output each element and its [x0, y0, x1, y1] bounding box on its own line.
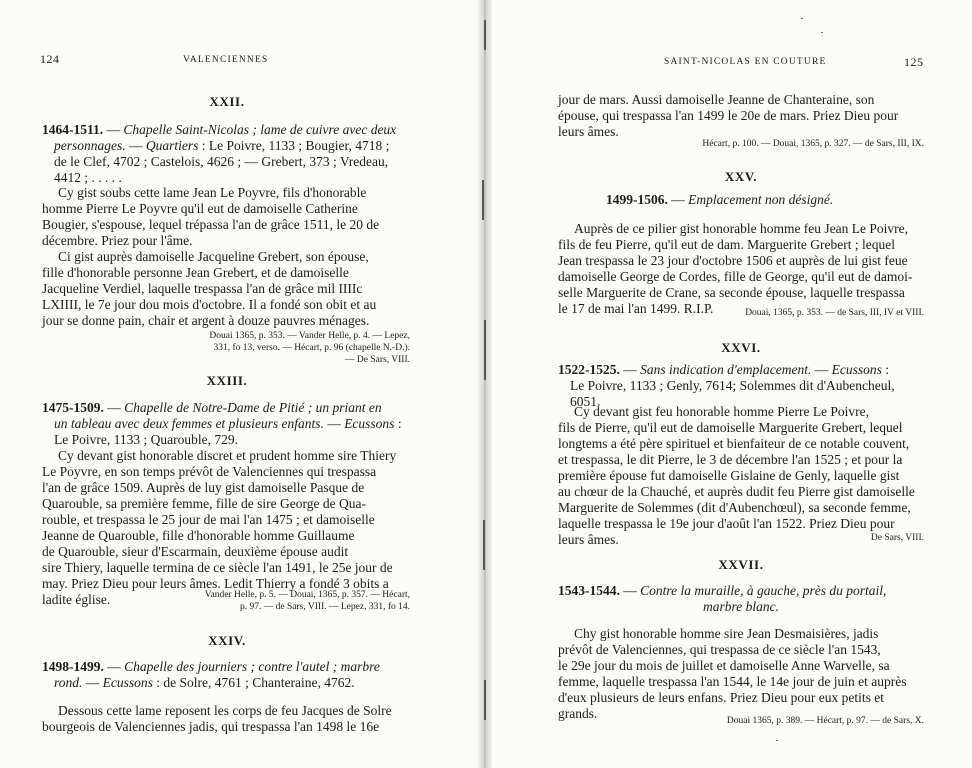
entry-heading: 1464-1511. — Chapelle Saint-Nicolas ; lame de cuivre avec deux personnages. — Quartiers : Le Poivre, 1133 ; Bougier, 4718 ; de le Clef, 4702 ; Castelois, 4626 ; — Grebert, 373 ; Vredeau, 4412 ; . . . . . [42, 122, 397, 185]
entry-text: Chy gist honorable homme sire Jean Desmaisières, jadis prévôt de Valenciennes, qui trespassa de ce siècle l'an 1543, le 29e jour du mois de juillet et damoiselle Anne Warvelle, sa femme, laquelle trespassa l'an 1544, le 14e jour de juin et auprès d'eux plusieurs de leurs enfans. Priez Dieu pour eux petits et grands. [558, 626, 907, 721]
source-note: Douai 1365, p. 389. — Hécart, p. 97. — de Sars, X. [726, 716, 924, 726]
running-head: SAINT-NICOLAS EN COUTURE [664, 57, 827, 67]
section-xxv [558, 169, 924, 185]
section-xxvi [558, 340, 924, 356]
entry-text: Cy devant gist honorable discret et prudent homme sire Thiery Le Poyvre, en son temps prévôt de Valenciennes qui trespassa l'an de grâce 1509. Auprès de luy gist damoiselle Pasque de Quarouble, sa première femme, fille de sire George de Qua- rouble, et trespassa le 25 jour de mai l'an 1475 ; et damoiselle Jeanne de Quarouble, fille d'honorable homme Guillaume de Quarouble, sieur d'Escarmain, deuxième épouse audit sire Thiery, laquelle termina de ce siècle l'an 1491, le 25e jour de may. Priez Dieu pour leurs âmes. Ledit Thierry a fondé 3 obits a ladite église. [42, 448, 397, 607]
right-page [486, 0, 972, 768]
entry-text: Auprès de ce pilier gist honorable homme feu Jean Le Poivre, fils de feu Pierre, qu'il eut de dam. Marguerite Grebert ; lequel Jean trespassa le 23 jour d'octobre 1506 et auprès de lui gist feue damoiselle George de Cordes, fille de George, qu'il eut de damoi- selle Marguerite de Crane, sa seconde épouse, laquelle trespassa le 17 de mai l'an 1499. R.I.P. [558, 221, 913, 316]
entry-heading: 1543-1544. — Contre la muraille, à gauche, près du portail, marbre blanc. [558, 583, 887, 614]
running-head: VALENCIENNES [183, 55, 269, 65]
section-number: XXVII. [718, 557, 764, 572]
entry-text: Cy gist soubs cette lame Jean Le Poyvre, fils d'honorable homme Pierre Le Poyvre qu'il eut de damoiselle Catherine Bougier, s'espouse, lequel trépassa l'an de grâce 1511, le 20 de décembre. Priez pour l'âme. Ci gist auprès damoiselle Jacqueline Grebert, son épouse, fille d'honorable personne Jean Grebert, et de damoiselle Jacqueline Verdiel, laquelle trespassa l'an de grâce mil IIIIc LXIIII, le 7e jour dou mois d'octobre. Il a fondé son obit et au jour se donne pain, chair et argent à douze pauvres ménages. [42, 185, 380, 328]
section-number: XXIV. [208, 633, 246, 648]
section-number: XXIII. [206, 373, 248, 388]
entry-heading: 1498-1499. — Chapelle des journiers ; contre l'autel ; marbre rond. — Ecussons : de Solre, 4761 ; Chanteraine, 4762. [42, 659, 380, 690]
source-note: De Sars, VIII. [870, 533, 924, 543]
continuation-text: jour de mars. Aussi damoiselle Jeanne de Chanteraine, son épouse, qui trespassa l'an 1499 le 20e de mars. Priez Dieu pour leurs âmes. [558, 92, 899, 139]
section-number: XXV. [724, 169, 758, 184]
source-note: Douai 1365, p. 353. — Vander Helle, p. 4. — Lepez, 331, fo 13, verso. — Hécart, p. 96 (chapelle N.-D.). — De Sars, VIII. [209, 331, 410, 365]
section-xxii [42, 94, 412, 110]
page-number: 124 [40, 52, 60, 66]
source-note: Douai, 1365, p. 353. — de Sars, III, IV et VIII. [745, 308, 924, 318]
section-number: XXII. [209, 94, 245, 109]
source-note: Hécart, p. 100. — Douai, 1365, p. 327. — de Sars, III, IX. [702, 139, 924, 149]
entry-heading: 1475-1509. — Chapelle de Notre-Dame de Pitié ; un priant en un tableau avec deux femmes et plusieurs enfants. — Ecussons : Le Poivre, 1133 ; Quarouble, 729. [42, 400, 402, 447]
entry-text: Cy devant gist feu honorable homme Pierre Le Poivre, fils de Pierre, qu'il eut de damoiselle Marguerite Grebert, lequel longtems a été père spirituel et bienfaiteur de ce notable couvent, et trespassa, le dit Pierre, le 3 de décembre l'an 1525 ; et pour la première épouse fut damoiselle Gislaine de Genly, laquelle gist au chœur de la Chauché, et auprès dudit feu Pierre gist damoiselle Marguerite de Solemmes (dit d'Aubenchœul), sa seconde femme, laquelle trespassa le 19e jour d'août l'an 1522. Priez Dieu pour leurs âmes. [558, 404, 915, 547]
entry-heading: 1522-1525. — Sans indication d'emplacement. — Ecussons : Le Poivre, 1133 ; Genly, 7614; Solemmes dit d'Aubencheul, 6051. [558, 362, 895, 409]
entry-text: Dessous cette lame reposent les corps de feu Jacques de Solre bourgeois de Valenciennes jadis, qui trespassa l'an 1498 le 16e [42, 703, 392, 734]
section-number: XXVI. [721, 340, 761, 355]
source-note: Vander Helle, p. 5. — Douai, 1365, p. 357. — Hécart, p. 97. — de Sars, VIII. — Lepez, 331, fo 14. [204, 590, 410, 612]
page-number: 125 [904, 55, 924, 69]
section-xxiv [42, 633, 412, 649]
left-page [0, 0, 484, 768]
entry-heading: 1499-1506. — Emplacement non désigné. [606, 192, 834, 207]
section-xxvii [558, 557, 924, 573]
section-xxiii [42, 373, 412, 389]
